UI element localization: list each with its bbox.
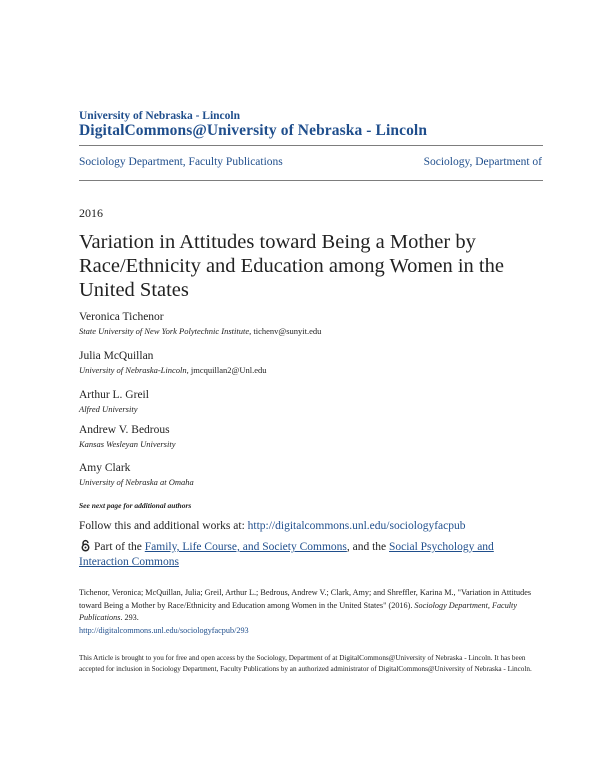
citation-url-link[interactable]: http://digitalcommons.unl.edu/sociologyfacpub/293 (79, 625, 249, 635)
citation-text: Tichenor, Veronica; McQuillan, Julia; Greil, Arthur L.; Bedrous, Andrew V.; Clark, Amy; and Shreffler, Karina M., "Variation in Attitudes toward Being a Mother by Race/Ethnicity and Education among Women in the United States" (2016). (79, 588, 532, 610)
author-affiliation: University of Nebraska at Omaha (79, 477, 194, 487)
open-access-icon (79, 539, 92, 552)
divider-bottom (79, 180, 543, 181)
author-email: jmcquillan2@Unl.edu (190, 365, 267, 375)
university-link[interactable]: University of Nebraska - Lincoln (79, 110, 240, 122)
author-name: Arthur L. Greil (79, 389, 149, 401)
part-of-line (79, 539, 529, 570)
author-name: Amy Clark (79, 462, 131, 474)
author-affiliation: State University of New York Polytechnic Institute, tichenv@sunyit.edu (79, 326, 322, 336)
author-name: Julia McQuillan (79, 350, 154, 362)
author-affiliation: University of Nebraska-Lincoln, jmcquillan2@Unl.edu (79, 365, 267, 375)
family-commons-link[interactable]: Family, Life Course, and Society Commons (144, 541, 347, 553)
author-affiliation: Alfred University (79, 404, 138, 414)
follow-line (79, 520, 466, 532)
recommended-citation (79, 587, 543, 637)
paper-title: Variation in Attitudes toward Being a Mother by Race/Ethnicity and Education among Women in the United States (79, 231, 504, 301)
series-url-link[interactable]: http://digitalcommons.unl.edu/sociologyfacpub (247, 520, 466, 532)
breadcrumb-department-link[interactable]: Sociology, Department of (423, 156, 542, 168)
breadcrumb-series-link[interactable]: Sociology Department, Faculty Publications (79, 156, 283, 168)
author-name: Veronica Tichenor (79, 311, 164, 323)
social-psychology-commons-link[interactable]: Social Psychology and Interaction Commons (79, 541, 494, 568)
part-of-prefix: Part of the (94, 541, 142, 553)
citation-number: . 293. (120, 613, 139, 622)
follow-text: Follow this and additional works at: (79, 520, 245, 532)
author-name: Andrew V. Bedrous (79, 424, 170, 436)
part-of-connector: , and the (346, 541, 387, 553)
author-email: tichenv@sunyit.edu (253, 326, 322, 336)
publication-year: 2016 (79, 206, 103, 220)
access-notice: This Article is brought to you for free and open access by the Sociology, Department of at DigitalCommons@University of Nebraska - Lincoln. It has been accepted for inclusion in Sociology Department, Faculty Publications by an authorized administrator of DigitalCommons@University of Nebraska - Lincoln. (79, 654, 532, 673)
divider-top (79, 145, 543, 146)
see-next-page-note: See next page for additional authors (79, 501, 192, 510)
affiliation-text: University of Nebraska-Lincoln (79, 365, 187, 375)
citation-journal: Sociology Department, Faculty Publications (79, 600, 517, 622)
affiliation-text: State University of New York Polytechnic Institute (79, 326, 250, 336)
repository-link[interactable]: DigitalCommons@University of Nebraska - Lincoln (79, 122, 428, 139)
author-affiliation: Kansas Wesleyan University (79, 439, 176, 449)
